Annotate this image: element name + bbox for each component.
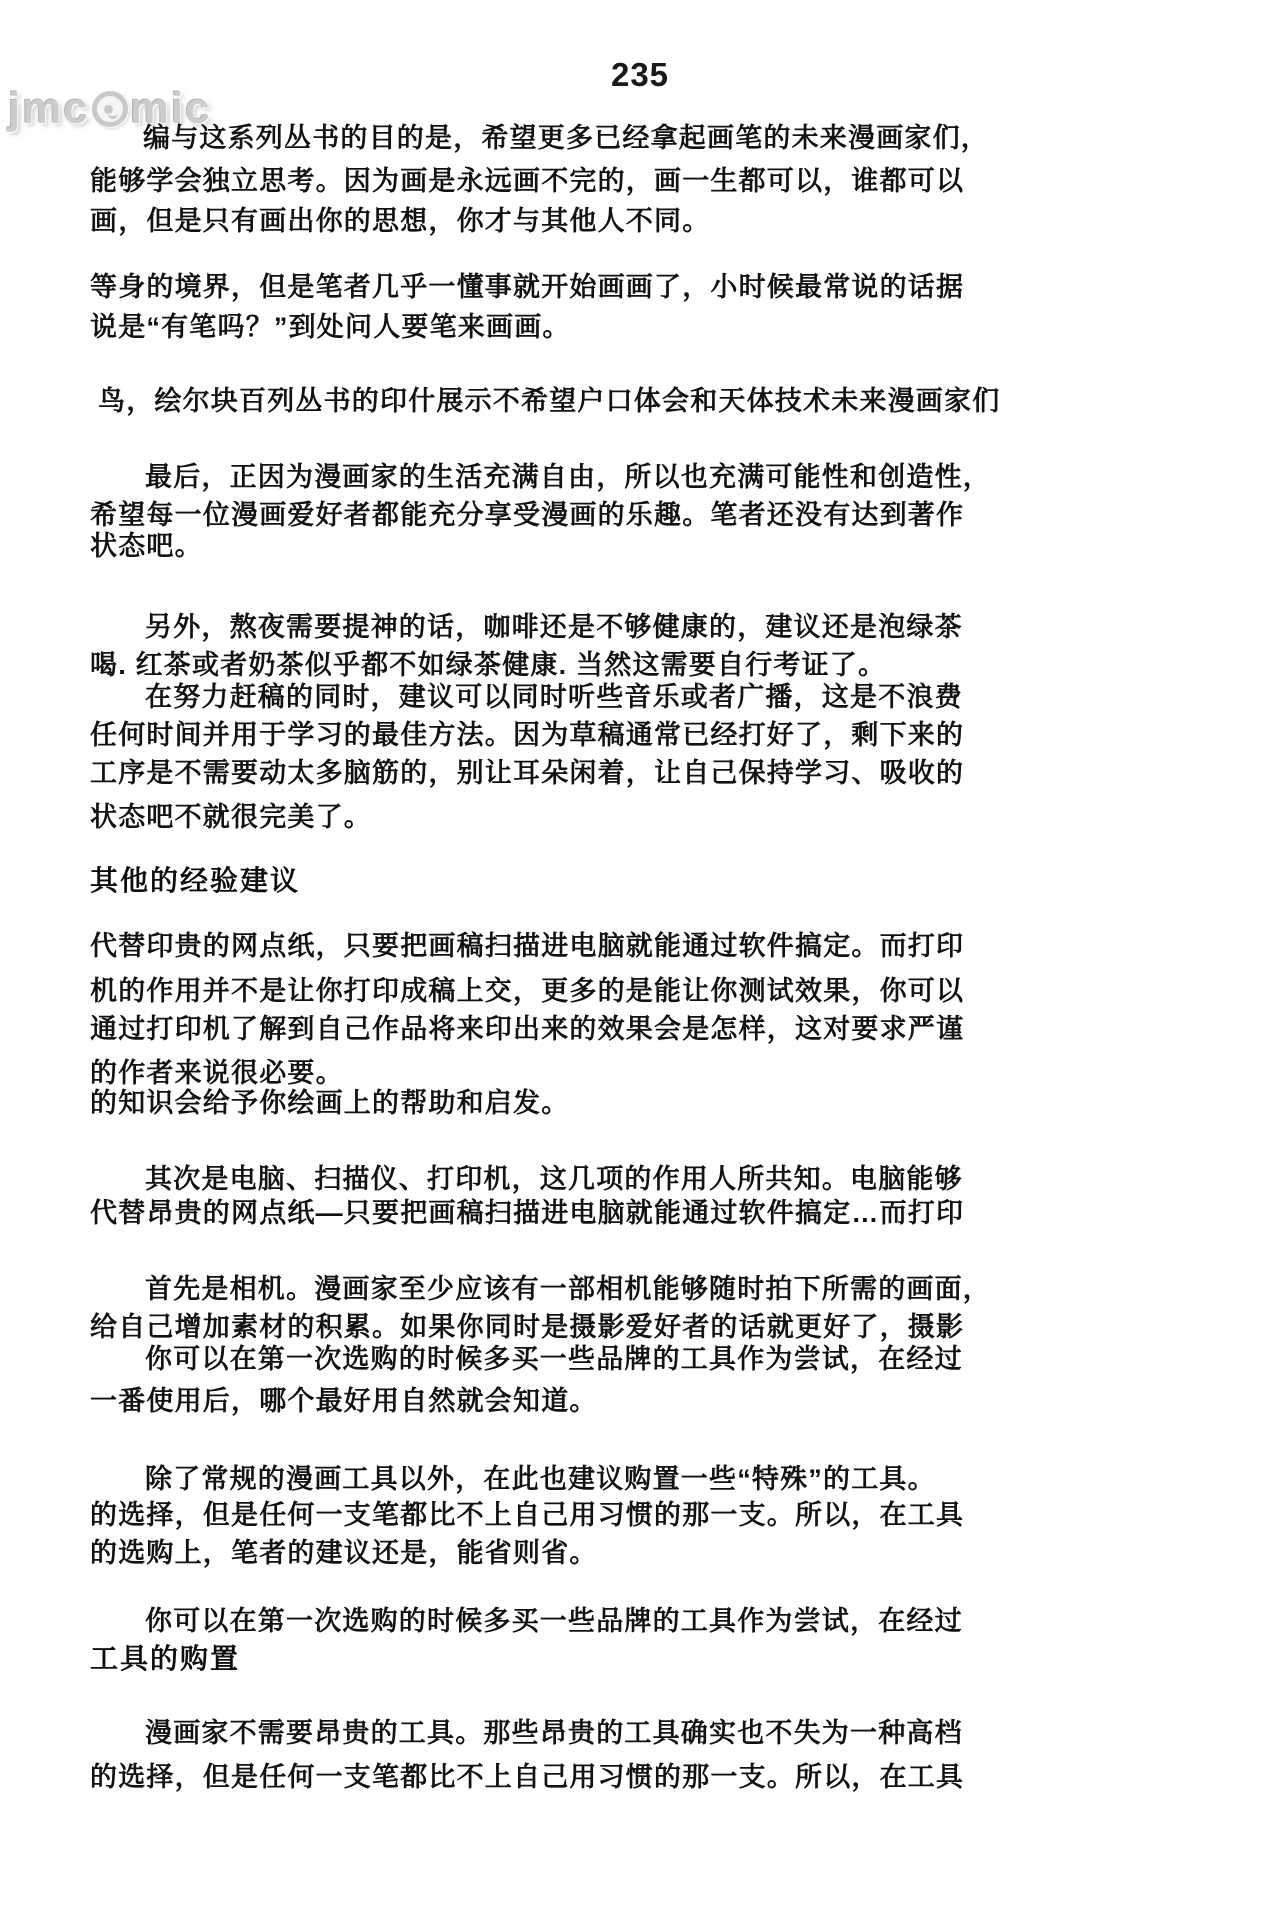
watermark-mascot-icon [92,91,128,127]
text-line-content: 任何时间并用于学习的最佳方法。因为草稿通常已经打好了，剩下来的 [90,720,965,750]
text-line [90,718,964,754]
text-line-content: 给自己增加素材的积累。如果你同时是摄影爱好者的话就更好了，摄影 [90,1312,965,1342]
text-line-content: 的选择，但是任何一支笔都比不上自己用习惯的那一支。所以，在工具 [90,1762,965,1792]
text-line-content: 说是“有笔吗？”到处问人要笔来画画。 [90,312,571,342]
text-line-content: 最后，正因为漫画家的生活充满自由，所以也充满可能性和创造性， [145,462,991,492]
text-line [145,1344,963,1374]
text-line [145,460,991,496]
page-number: 235 [610,56,670,93]
text-line [90,1310,964,1346]
text-line-content: 漫画家不需要昂贵的工具。那些昂贵的工具确实也不失为一种高档 [145,1718,963,1748]
text-line-content: 你可以在第一次选购的时候多买一些品牌的工具作为尝试，在经过 [145,1344,963,1374]
text-line [145,1162,963,1198]
text-line [90,800,372,832]
text-line [145,1462,936,1493]
text-line [145,1272,991,1308]
text-line-content: 画，但是只有画出你的思想，你才与其他人不同。 [90,206,711,236]
text-line [90,756,964,792]
text-line-content: 除了常规的漫画工具以外，在此也建议购置一些“特殊”的工具。 [145,1464,936,1494]
text-line-content: 其他的经验建议 [90,865,301,896]
text-line [90,974,964,1010]
text-line [143,123,989,158]
text-line-content: 等身的境界，但是笔者几乎一懂事就开始画画了，小时候最常说的话据 [90,272,965,302]
text-line [90,1198,965,1228]
text-line-content: 你可以在第一次选购的时候多买一些品牌的工具作为尝试，在经过 [145,1606,963,1636]
text-line [145,1716,963,1752]
text-line-content: 代替昂贵的网点纸—只要把画稿扫描进电脑就能通过软件搞定…而打印 [90,1198,965,1228]
text-line-content: 通过打印机了解到自己作品将来印出来的效果会是怎样，这对要求严谨 [90,1014,965,1044]
text-line [90,1536,598,1572]
text-line [90,498,964,534]
text-line-content: 的选购上，笔者的建议还是，能省则省。 [90,1538,598,1568]
section-heading [90,864,300,902]
text-line [145,610,963,646]
text-line [90,204,710,240]
text-line-content: 在努力赶稿的同时，建议可以同时听些音乐或者广播，这是不浪费 [145,682,963,712]
text-line-content: 的知识会给予你绘画上的帮助和启发。 [90,1088,570,1118]
text-line-content: 希望每一位漫画爱好者都能充分享受漫画的乐趣。笔者还没有达到著作 [90,500,965,530]
text-line [90,164,964,200]
text-line [90,270,964,306]
text-line [98,386,1001,416]
text-line-content: 喝. 红茶或者奶茶似乎都不如绿茶健康. 当然这需要自行考证了。 [90,650,887,680]
text-line-content: 其次是电脑、扫描仪、打印机，这几项的作用人所共知。电脑能够 [145,1164,963,1194]
text-line-content: 机的作用并不是让你打印成稿上交，更多的是能让你测试效果，你可以 [90,976,965,1006]
text-line-content: 的作者来说很必要。 [90,1058,344,1088]
text-line-content: 另外，熬夜需要提神的话，咖啡还是不够健康的，建议还是泡绿茶 [145,612,963,642]
text-line [90,1498,964,1534]
text-line-content: 的选择，但是任何一支笔都比不上自己用习惯的那一支。所以，在工具 [90,1500,965,1530]
text-line [90,1384,598,1420]
text-line-content: 工序是不需要动太多脑筋的，别让耳朵闲着，让自己保持学习、吸收的 [90,758,965,788]
text-line [90,310,571,346]
text-line-content: 编与这系列丛书的目的是，希望更多已经拿起画笔的未来漫画家们， [143,123,989,153]
text-line-content: 首先是相机。漫画家至少应该有一部相机能够随时拍下所需的画面， [145,1274,991,1304]
text-line-content: 状态吧。 [90,531,203,561]
watermark-text-left: jmc [8,84,90,133]
text-line [145,680,963,716]
text-line [90,931,965,966]
text-line-content: 一番使用后，哪个最好用自然就会知道。 [90,1386,598,1416]
text-line [90,648,886,679]
text-line [90,1012,964,1048]
text-line [90,1056,344,1087]
text-line [90,531,203,566]
text-line-content: 状态吧不就很完美了。 [90,802,372,832]
text-line [90,1086,569,1122]
section-heading [90,1642,240,1680]
text-line-content: 鸟，绘尔块百列丛书的印什展示不希望户口体会和天体技术未来漫画家们 [98,386,1001,416]
text-line-content: 代替印贵的网点纸，只要把画稿扫描进电脑就能通过软件搞定。而打印 [90,931,965,961]
text-line [90,1760,965,1792]
text-line [145,1606,963,1636]
watermark-text-right: mic [129,84,212,133]
text-line-content: 能够学会独立思考。因为画是永远画不完的，画一生都可以，谁都可以 [90,166,965,196]
text-line-content: 工具的购置 [90,1643,241,1674]
